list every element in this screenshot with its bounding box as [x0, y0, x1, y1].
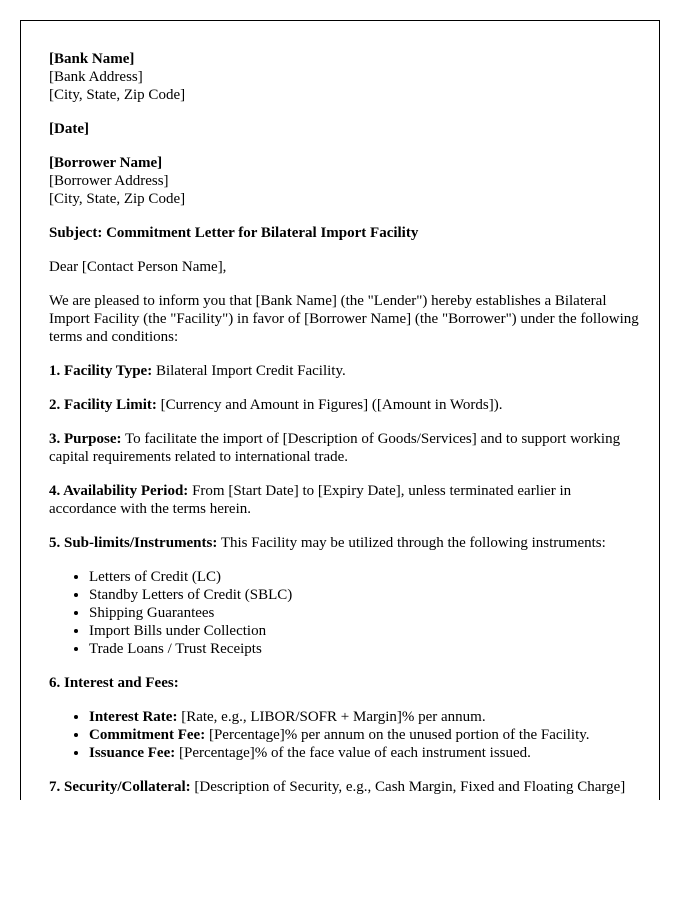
sender-city: [City, State, Zip Code] — [49, 87, 186, 103]
list-item — [89, 708, 639, 726]
term-availability-period — [49, 482, 639, 518]
term-label: 3. Purpose: — [49, 431, 122, 447]
list-item — [89, 744, 639, 762]
letter-date: [Date] — [49, 121, 89, 137]
term-facility-limit — [49, 396, 639, 414]
term-label: 4. Availability Period: — [49, 483, 189, 499]
intro-paragraph: We are pleased to inform you that [Bank Name] (the "Lender") hereby establishes a Bilateral Import Facility (the "Facility") in favor of [Borrower Name] (the "Borrower") under the following terms and conditions: — [49, 293, 639, 345]
list-item: • Shipping Guarantees — [89, 604, 639, 622]
list-item: • Standby Letters of Credit (SBLC) — [89, 586, 639, 604]
recipient-city: [City, State, Zip Code] — [49, 191, 186, 207]
term-text: To facilitate the import of [Description of Goods/Services] and to support working capital requirements related to international trade. — [49, 431, 621, 465]
sender-name: [Bank Name] — [49, 51, 135, 67]
recipient-name: [Borrower Name] — [49, 155, 163, 171]
fee-text: [Percentage]% per annum on the unused portion of the Facility. — [205, 727, 590, 743]
term-text: [Currency and Amount in Figures] ([Amount in Words]). — [156, 397, 503, 413]
salutation: Dear [Contact Person Name], — [49, 259, 227, 275]
fee-label: Issuance Fee: — [89, 745, 176, 761]
term-text: From [Start Date] to [Expiry Date], unless terminated earlier in accordance with the terms herein. — [49, 483, 572, 517]
list-item: • Import Bills under Collection — [89, 622, 639, 640]
term-text: Bilateral Import Credit Facility. — [152, 363, 346, 379]
term-interest-fees — [49, 674, 639, 692]
term-facility-type — [49, 362, 639, 380]
letter-page — [20, 20, 660, 800]
term-sublimits — [49, 534, 639, 552]
term-label: 2. Facility Limit: — [49, 397, 157, 413]
fee-label: Interest Rate: — [89, 709, 178, 725]
sender-block — [49, 50, 639, 104]
term-label: 1. Facility Type: — [49, 363, 153, 379]
fee-text: [Percentage]% of the face value of each instrument issued. — [175, 745, 531, 761]
letter-content — [49, 50, 639, 800]
sender-address: [Bank Address] — [49, 69, 143, 85]
term-label: 6. Interest and Fees: — [49, 675, 179, 691]
recipient-block — [49, 154, 639, 208]
subject-line: Subject: Commitment Letter for Bilateral Import Facility — [49, 225, 419, 241]
term-text: This Facility may be utilized through the following instruments: — [217, 535, 606, 551]
list-item: • Trade Loans / Trust Receipts — [89, 640, 639, 658]
list-item: • Letters of Credit (LC) — [89, 568, 639, 586]
term-security — [49, 778, 639, 796]
fee-text: [Rate, e.g., LIBOR/SOFR + Margin]% per annum. — [177, 709, 486, 725]
recipient-address: [Borrower Address] — [49, 173, 169, 189]
fee-label: Commitment Fee: — [89, 727, 206, 743]
term-label: 5. Sub-limits/Instruments: — [49, 535, 218, 551]
fees-list — [49, 708, 639, 762]
term-text: [Description of Security, e.g., Cash Margin, Fixed and Floating Charge] — [190, 779, 626, 795]
term-label: 7. Security/Collateral: — [49, 779, 191, 795]
list-item — [89, 726, 639, 744]
instrument-list — [49, 568, 639, 658]
term-purpose — [49, 430, 639, 466]
